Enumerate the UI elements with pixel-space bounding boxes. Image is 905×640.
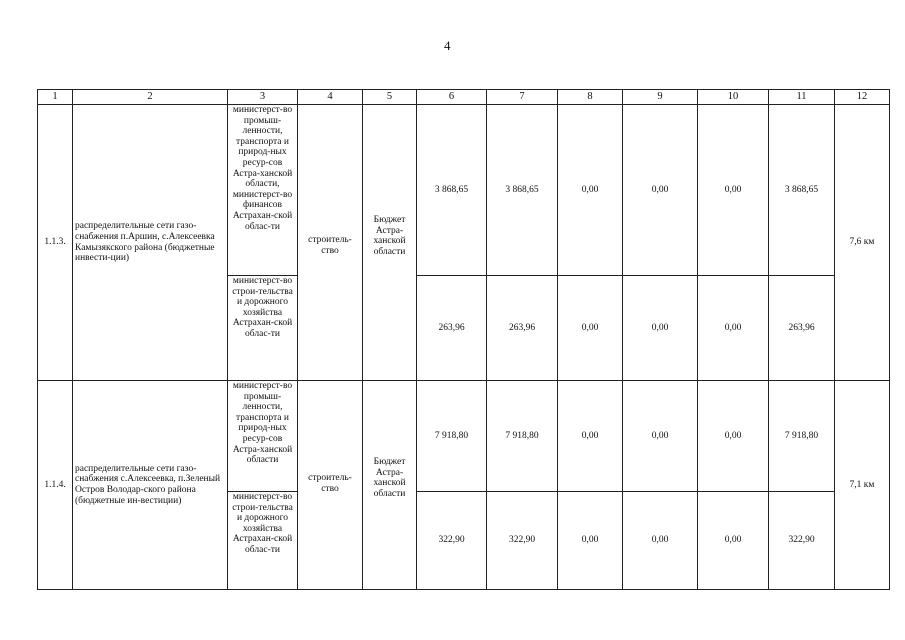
value-cell: 0,00 [698, 276, 769, 381]
row-code: 1.1.4. [38, 381, 73, 590]
value-cell: 0,00 [698, 105, 769, 276]
value-cell: 0,00 [558, 381, 623, 492]
column-header: 3 [228, 90, 298, 105]
value-cell: 0,00 [558, 105, 623, 276]
header-row [38, 90, 890, 105]
value-cell: 263,96 [769, 276, 835, 381]
value-cell: 0,00 [623, 381, 698, 492]
value-cell: 0,00 [623, 276, 698, 381]
value-cell: 263,96 [417, 276, 487, 381]
value-cell: 322,90 [417, 492, 487, 590]
column-header: 12 [835, 90, 890, 105]
value-cell: 3 868,65 [417, 105, 487, 276]
row-agency: министерст-во строи-тельства и дорожного хозяйства Астрахан-ской облас-ти [228, 492, 298, 590]
value-cell: 7 918,80 [417, 381, 487, 492]
column-header: 1 [38, 90, 73, 105]
value-cell: 0,00 [698, 492, 769, 590]
value-cell: 3 868,65 [769, 105, 835, 276]
row-agency: министерст-во промыш-ленности, транспорта и природ-ных ресур-сов Астра-ханской области [228, 381, 298, 492]
value-cell: 0,00 [623, 492, 698, 590]
column-header: 11 [769, 90, 835, 105]
value-cell: 322,90 [769, 492, 835, 590]
table-row [38, 381, 890, 492]
page-number: 4 [444, 38, 451, 53]
row-source: Бюджет Астра-ханской области [363, 105, 417, 381]
column-header: 8 [558, 90, 623, 105]
column-header: 5 [363, 90, 417, 105]
column-header: 2 [73, 90, 228, 105]
value-cell: 3 868,65 [487, 105, 558, 276]
value-cell: 322,90 [487, 492, 558, 590]
row-length: 7,6 км [835, 105, 890, 381]
value-cell: 7 918,80 [769, 381, 835, 492]
row-source: Бюджет Астра-ханской области [363, 381, 417, 590]
value-cell: 7 918,80 [487, 381, 558, 492]
investment-table [37, 89, 890, 590]
row-code: 1.1.3. [38, 105, 73, 381]
column-header: 4 [298, 90, 363, 105]
table-row [38, 105, 890, 276]
row-agency: министерст-во строи-тельства и дорожного хозяйства Астрахан-ской облас-ти [228, 276, 298, 381]
value-cell: 263,96 [487, 276, 558, 381]
row-agency: министерст-во промыш-ленности, транспорта и природ-ных ресур-сов Астра-ханской области, министерст-во финансов Астрахан-ской облас-ти [228, 105, 298, 276]
value-cell: 0,00 [558, 276, 623, 381]
column-header: 7 [487, 90, 558, 105]
column-header: 6 [417, 90, 487, 105]
row-length: 7,1 км [835, 381, 890, 590]
row-type: строитель-ство [298, 105, 363, 381]
column-header: 9 [623, 90, 698, 105]
row-type: строитель-ство [298, 381, 363, 590]
row-description: распределительные сети газо-снабжения с.Алексеевка, п.Зеленый Остров Володар-ского района (бюджетные ин-вестиции) [73, 381, 228, 590]
value-cell: 0,00 [558, 492, 623, 590]
column-header: 10 [698, 90, 769, 105]
value-cell: 0,00 [698, 381, 769, 492]
row-description: распределительные сети газо-снабжения п.Аршин, с.Алексеевка Камызякского района (бюджетные инвести-ции) [73, 105, 228, 381]
value-cell: 0,00 [623, 105, 698, 276]
